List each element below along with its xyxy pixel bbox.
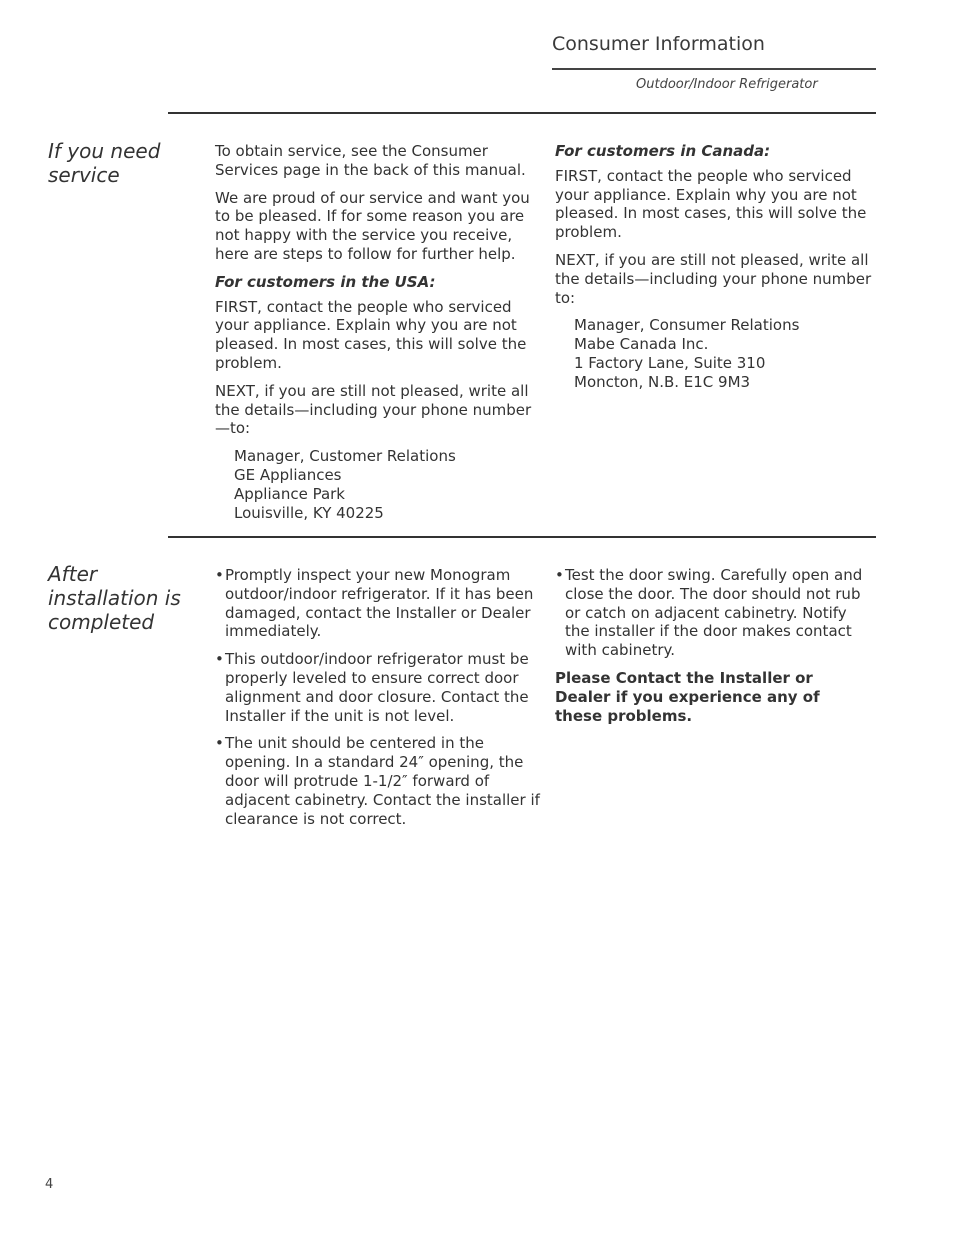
address-line: Manager, Consumer Relations <box>574 316 800 335</box>
bullet-icon: • <box>555 566 564 584</box>
installation-note: Please Contact the Installer or Dealer if you experience any of these problems. <box>555 668 820 725</box>
list-item-text: The unit should be centered in the opening. In a standard 24″ opening, the door will protrude 1-1/2″ forward of adjacent cabinetry. Contact the installer if clearance is not correct. <box>225 734 540 828</box>
installation-column-right <box>555 566 865 735</box>
installation-column-left <box>215 566 545 837</box>
list-item <box>215 650 545 725</box>
address-line: Mabe Canada Inc. <box>574 335 709 354</box>
usa-next-step: NEXT, if you are still not pleased, write all the details—including your phone number—to: <box>215 381 532 438</box>
bullet-icon: • <box>215 734 224 753</box>
canada-next-step: NEXT, if you are still not pleased, write all the details—including your phone number to: <box>555 250 872 307</box>
service-column-canada <box>555 142 885 401</box>
title-divider <box>552 68 876 70</box>
canada-first-step: FIRST, contact the people who serviced your appliance. Explain why you are not pleased. In most cases, this will solve the problem. <box>555 166 867 242</box>
canada-address <box>574 316 885 391</box>
canada-heading: For customers in Canada: <box>555 142 771 160</box>
section-divider-installation <box>168 536 876 538</box>
page-subtitle: Outdoor/Indoor Refrigerator <box>636 77 818 92</box>
address-line: Louisville, KY 40225 <box>234 503 384 522</box>
list-item-text: Promptly inspect your new Monogram outdoor/indoor refrigerator. If it has been damaged, contact the Installer or Dealer immediately. <box>225 566 534 641</box>
service-column-usa <box>215 142 545 531</box>
list-item <box>215 734 545 828</box>
page-title: Consumer Information <box>552 33 765 55</box>
usa-heading: For customers in the USA: <box>215 272 436 291</box>
address-line: Moncton, N.B. E1C 9M3 <box>574 372 751 391</box>
address-line: GE Appliances <box>234 465 342 484</box>
list-item-text: This outdoor/indoor refrigerator must be properly leveled to ensure correct door alignment and door closure. Contact the Installer if the unit is not level. <box>225 650 529 725</box>
section-heading-installation: After installation is completed <box>48 562 181 634</box>
list-item <box>555 566 865 660</box>
section-divider-service <box>168 112 876 114</box>
usa-address <box>234 447 545 522</box>
bullet-icon: • <box>215 650 224 669</box>
address-line: Appliance Park <box>234 484 345 503</box>
address-line: Manager, Customer Relations <box>234 447 456 466</box>
page-number: 4 <box>45 1177 54 1192</box>
section-heading-service: If you need service <box>48 139 161 187</box>
address-line: 1 Factory Lane, Suite 310 <box>574 353 766 372</box>
usa-first-step: FIRST, contact the people who serviced your appliance. Explain why you are not pleased. In most cases, this will solve the problem. <box>215 297 527 372</box>
bullet-icon: • <box>215 566 224 584</box>
list-item-text: Test the door swing. Carefully open and close the door. The door should not rub or catch on adjacent cabinetry. Notify the installer if the door makes contact with cabinetry. <box>565 566 863 660</box>
service-intro-1: To obtain service, see the Consumer Services page in the back of this manual. <box>215 142 526 179</box>
list-item <box>215 566 545 641</box>
service-intro-2: We are proud of our service and want you to be pleased. If for some reason you are not happy with the service you receive, here are steps to follow for further help. <box>215 188 530 263</box>
